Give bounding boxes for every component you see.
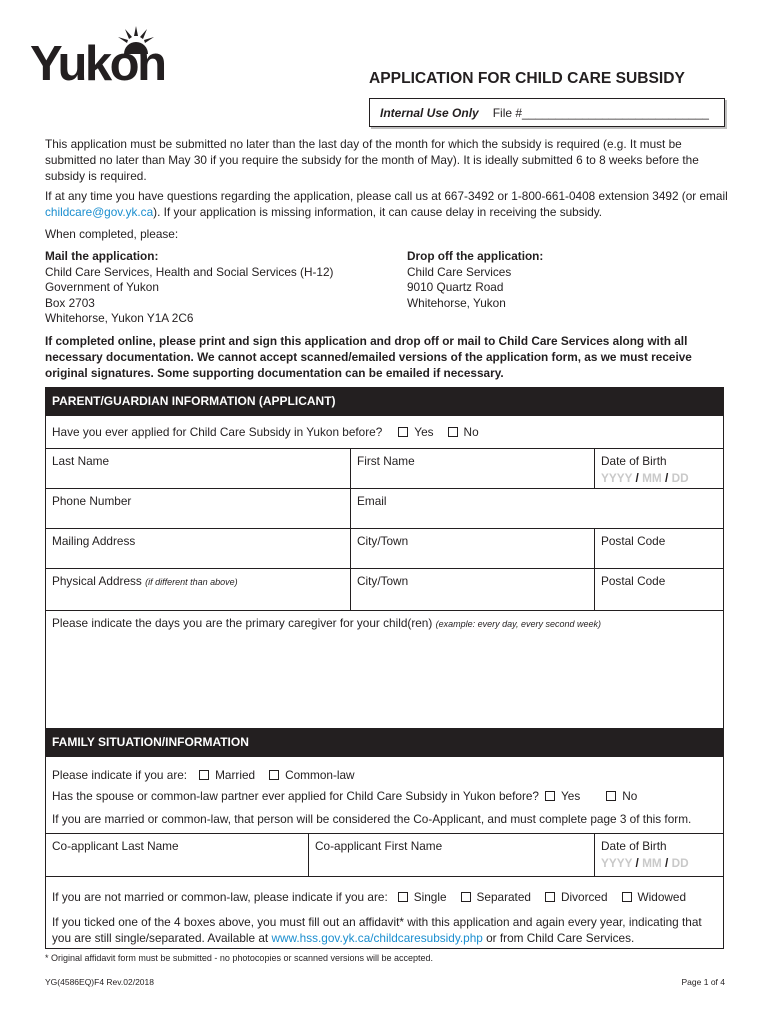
mm-hint: MM <box>642 471 662 485</box>
widowed-option[interactable] <box>622 890 687 904</box>
physical-city-field[interactable] <box>350 568 595 611</box>
date-slash: / <box>665 471 669 485</box>
yukon-logo <box>30 26 180 90</box>
dd-hint: DD <box>671 856 689 870</box>
dropoff-line: 9010 Quartz Road <box>407 280 504 295</box>
no-label: No <box>463 425 479 439</box>
widowed-checkbox[interactable] <box>622 892 632 902</box>
physical-postal-field[interactable] <box>594 568 724 611</box>
mailing-address-field[interactable] <box>45 528 351 569</box>
mail-address-block <box>45 249 333 327</box>
submission-deadline-text: This application must be submitted no later than the last day of the month for which the subsidy is required (e.g. It must be submitted no later than May 30 if you require the subsidy for the month of May). It is ideally submitted 6 to 8 weeks before the subsidy is required. <box>45 137 699 183</box>
mail-line: Government of Yukon <box>45 280 159 295</box>
email-label: Email <box>357 494 387 508</box>
no-label: No <box>622 789 638 803</box>
common-law-option[interactable] <box>269 768 355 782</box>
print-instructions: If completed online, please print and sign this application and drop off or mail to Child Care Services along with all necessary documentation. We cannot accept scanned/emailed versions of the application form, as we must receive original signatures. Some supporting documentation can be emailed if necessary. <box>45 334 692 380</box>
widowed-label: Widowed <box>637 890 687 904</box>
city-town-label: City/Town <box>357 574 409 588</box>
dob-label: Date of Birth <box>601 454 667 468</box>
spouse-no-checkbox[interactable] <box>606 791 616 801</box>
applied-no-checkbox[interactable] <box>448 427 458 437</box>
single-status-block <box>45 876 724 949</box>
city-town-label: City/Town <box>357 534 409 548</box>
single-label: Single <box>413 890 447 904</box>
applied-before-content <box>52 425 493 439</box>
affidavit-text <box>52 914 718 946</box>
applied-yes-option[interactable] <box>398 425 433 439</box>
spouse-applied-question: Has the spouse or common-law partner ever applied for Child Care Subsidy in Yukon before? <box>52 789 539 803</box>
divorced-option[interactable] <box>545 890 608 904</box>
co-last-name-field[interactable] <box>45 833 309 877</box>
dob-field[interactable] <box>594 448 724 489</box>
affidavit-text-end: or from Child Care Services. <box>482 931 635 945</box>
common-law-label: Common-law <box>285 768 355 782</box>
common-law-checkbox[interactable] <box>269 770 279 780</box>
parent-section-header: PARENT/GUARDIAN INFORMATION (APPLICANT) <box>45 387 724 415</box>
email-link[interactable]: childcare@gov.yk.ca <box>45 205 154 219</box>
separated-label: Separated <box>476 890 531 904</box>
postal-code-label: Postal Code <box>601 574 666 588</box>
yes-label: Yes <box>561 789 581 803</box>
co-first-name-field[interactable] <box>308 833 595 877</box>
applied-no-option[interactable] <box>448 425 479 439</box>
single-status-question: If you are not married or common-law, please indicate if you are: <box>52 890 388 904</box>
internal-use-box <box>369 98 725 127</box>
separated-checkbox[interactable] <box>461 892 471 902</box>
page-title: APPLICATION FOR CHILD CARE SUBSIDY <box>369 70 685 87</box>
date-slash: / <box>665 856 669 870</box>
single-status-row <box>52 890 700 904</box>
caregiver-days-hint: (example: every day, every second week) <box>435 619 601 629</box>
separated-option[interactable] <box>461 890 531 904</box>
last-name-field[interactable] <box>45 448 351 489</box>
contact-text-start: If at any time you have questions regarding the application, please call us at 667-3492 or 1-800-661-0408 extension 3492 (or email <box>45 189 728 203</box>
family-status-block <box>45 756 724 834</box>
co-first-name-label: Co-applicant First Name <box>315 839 443 853</box>
family-section-header: FAMILY SITUATION/INFORMATION <box>45 728 724 756</box>
yyyy-hint: YYYY <box>601 856 633 870</box>
physical-address-field[interactable] <box>45 568 351 611</box>
applied-before-question: Have you ever applied for Child Care Subsidy in Yukon before? <box>52 425 383 439</box>
mail-heading: Mail the application: <box>45 249 159 263</box>
date-format-hint <box>601 471 717 485</box>
co-dob-label: Date of Birth <box>601 839 667 853</box>
co-dob-field[interactable] <box>594 833 724 877</box>
mailing-postal-field[interactable] <box>594 528 724 569</box>
divorced-label: Divorced <box>560 890 608 904</box>
married-option[interactable] <box>199 768 255 782</box>
last-name-label: Last Name <box>52 454 110 468</box>
page-number: Page 1 of 4 <box>681 977 725 987</box>
caregiver-days-field[interactable] <box>45 610 724 729</box>
applied-before-row <box>45 415 724 449</box>
phone-field[interactable] <box>45 488 351 529</box>
internal-use-label: Internal Use Only <box>380 105 479 120</box>
email-field[interactable] <box>350 488 724 529</box>
married-checkbox[interactable] <box>199 770 209 780</box>
date-slash: / <box>635 856 639 870</box>
caregiver-days-label <box>52 616 717 630</box>
physical-address-text: Physical Address <box>52 574 142 588</box>
physical-address-label <box>52 574 344 588</box>
postal-code-label: Postal Code <box>601 534 666 548</box>
when-completed-text: When completed, please: <box>45 227 179 241</box>
marital-status-row <box>52 768 369 782</box>
single-checkbox[interactable] <box>398 892 408 902</box>
contact-text <box>45 188 735 220</box>
coapplicant-note: If you are married or common-law, that person will be considered the Co-Applicant, and must complete page 3 of this form. <box>52 812 692 826</box>
date-slash: / <box>635 471 639 485</box>
married-label: Married <box>215 768 256 782</box>
spouse-yes-checkbox[interactable] <box>545 791 555 801</box>
spouse-yes-option[interactable] <box>545 789 580 803</box>
spouse-no-option[interactable] <box>606 789 637 803</box>
subsidy-website-link[interactable]: www.hss.gov.yk.ca/childcaresubsidy.php <box>271 931 483 945</box>
dropoff-address-block <box>407 249 543 311</box>
dd-hint: DD <box>671 471 689 485</box>
divorced-checkbox[interactable] <box>545 892 555 902</box>
yes-label: Yes <box>414 425 434 439</box>
affidavit-text-start: If you ticked one of the 4 boxes above, you must fill out an affidavit* with this application and again every year, indicating that you are still single/separated. Available at <box>52 915 702 945</box>
spouse-applied-row <box>52 789 651 803</box>
first-name-label: First Name <box>357 454 415 468</box>
file-number-label: File #____________________________ <box>492 105 709 120</box>
dropoff-line: Child Care Services <box>407 264 512 279</box>
co-last-name-label: Co-applicant Last Name <box>52 839 179 853</box>
mailing-address-label: Mailing Address <box>52 534 136 548</box>
applied-yes-checkbox[interactable] <box>398 427 408 437</box>
mail-line: Child Care Services, Health and Social Services (H-12) <box>45 264 334 279</box>
affidavit-footnote: * Original affidavit form must be submitted - no photocopies or scanned versions will be accepted. <box>45 953 434 963</box>
date-format-hint <box>601 856 717 870</box>
dropoff-line: Whitehorse, Yukon <box>407 295 506 310</box>
yyyy-hint: YYYY <box>601 471 633 485</box>
contact-text-end: ). If your application is missing information, it can cause delay in receiving the subsidy. <box>153 205 603 219</box>
caregiver-days-text: Please indicate the days you are the primary caregiver for your child(ren) <box>52 616 433 630</box>
single-option[interactable] <box>398 890 447 904</box>
mail-line: Box 2703 <box>45 295 95 310</box>
logo-wordmark: Yukon <box>30 37 165 91</box>
form-code: YG(4586EQ)F4 Rev.02/2018 <box>45 977 154 987</box>
mailing-city-field[interactable] <box>350 528 595 569</box>
dropoff-heading: Drop off the application: <box>407 249 544 263</box>
phone-label: Phone Number <box>52 494 132 508</box>
mm-hint: MM <box>642 856 662 870</box>
physical-address-hint: (if different than above) <box>145 577 238 587</box>
first-name-field[interactable] <box>350 448 595 489</box>
marital-status-question: Please indicate if you are: <box>52 768 188 782</box>
mail-line: Whitehorse, Yukon Y1A 2C6 <box>45 311 194 326</box>
